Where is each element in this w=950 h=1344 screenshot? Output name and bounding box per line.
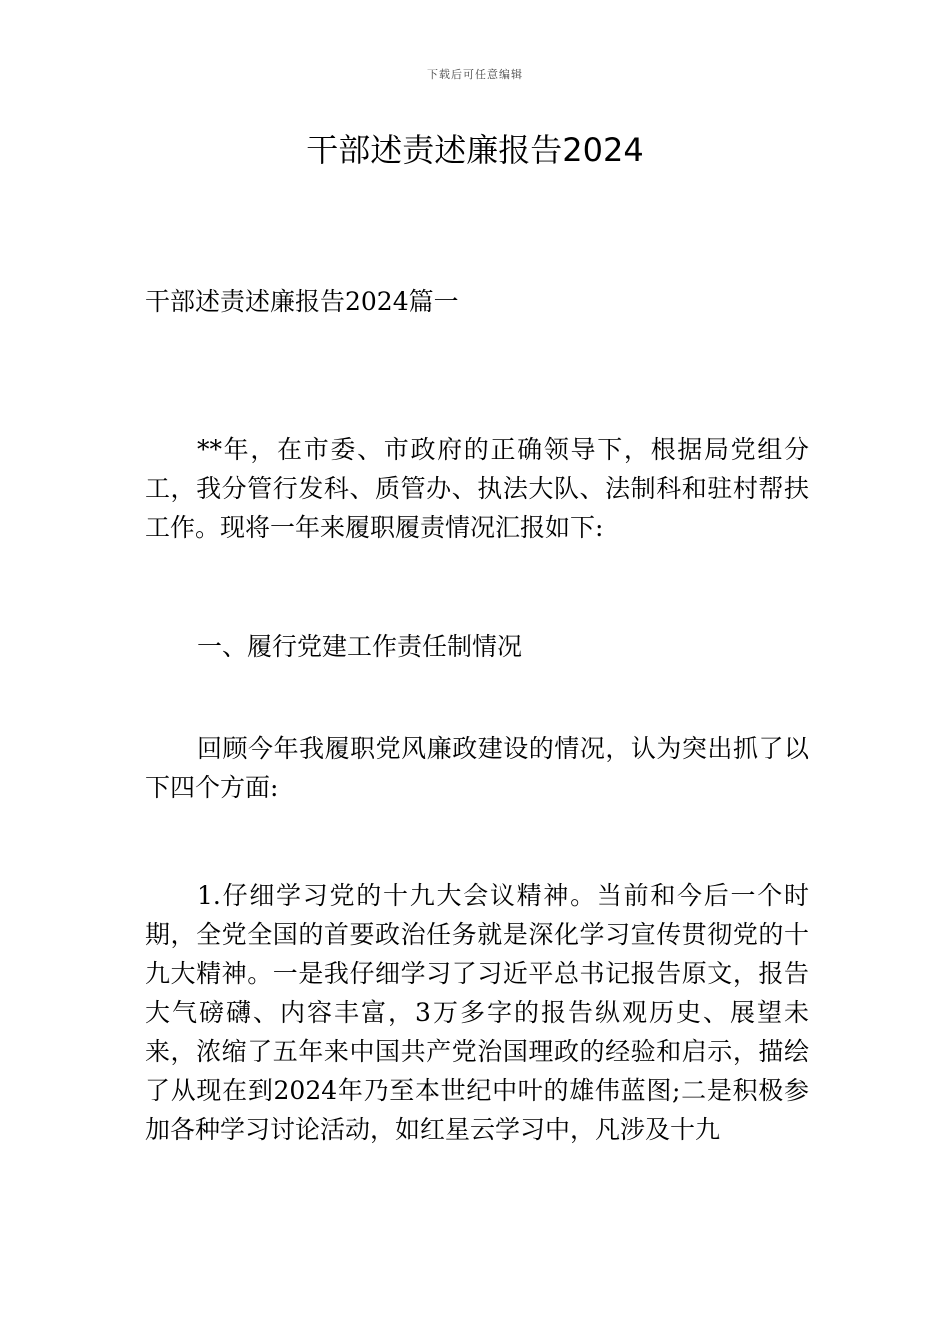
paragraph-study: 1.仔细学习党的十九大会议精神。当前和今后一个时期，全党全国的首要政治任务就是深化学习宣传贯彻党的十九大精神。一是我仔细学习了习近平总书记报告原文，报告大气磅礴、内容丰富，3万多字的报告纵观历史、展望未来，浓缩了五年来中国共产党治国理政的经验和启示，描绘了从现在到2024年乃至本世纪中叶的雄伟蓝图;二是积极参加各种学习讨论活动，如红星云学习中，凡涉及十九	[145, 881, 809, 1144]
page-header-note: 下载后可任意编辑	[427, 68, 523, 81]
paragraph-review: 回顾今年我履职党风廉政建设的情况，认为突出抓了以下四个方面:	[145, 734, 809, 802]
paragraph-heading-1: 一、履行党建工作责任制情况	[197, 632, 523, 661]
paragraph-intro: **年，在市委、市政府的正确领导下，根据局党组分工，我分管行发科、质管办、执法大队、法制科和驻村帮扶工作。现将一年来履职履责情况汇报如下:	[145, 435, 809, 542]
document-title: 干部述责述廉报告2024	[306, 131, 644, 169]
section-heading: 干部述责述廉报告2024篇一	[145, 287, 459, 316]
